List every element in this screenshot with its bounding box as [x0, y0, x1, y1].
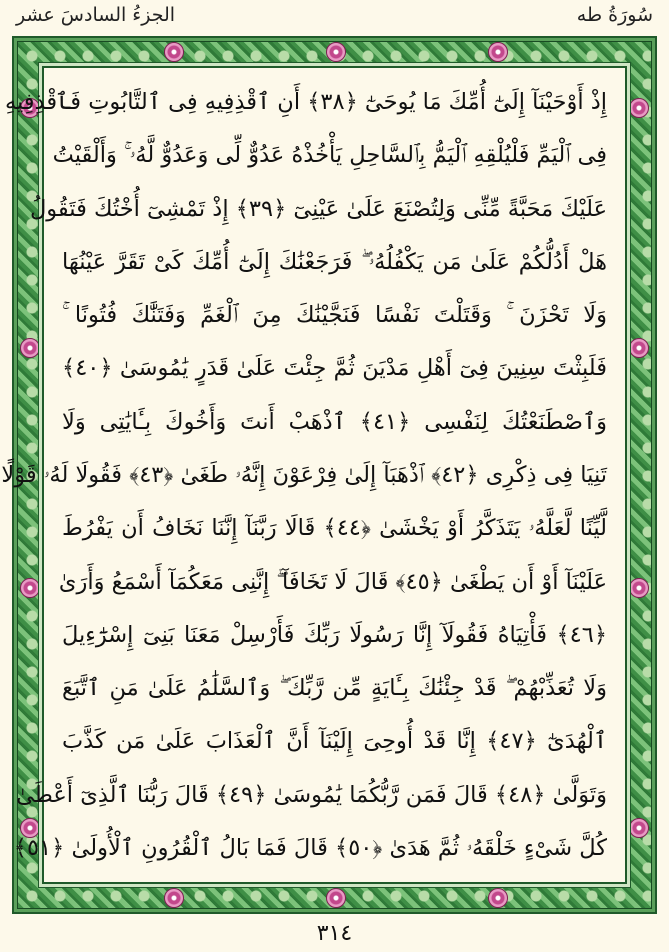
- verse-line: عَلَيْكَ مَحَبَّةً مِّنِّى وَلِتُصْنَعَ عَلَىٰ عَيْنِىٓ ﴿٣٩﴾ إِذْ تَمْشِىٓ أُخْتُكَ فَتَقُولُ: [29, 195, 607, 222]
- rose-ornament-icon: [488, 888, 508, 908]
- verse-line: فَلَبِثْتَ سِنِينَ فِىٓ أَهْلِ مَدْيَنَ ثُمَّ جِئْتَ عَلَىٰ قَدَرٍ يَٰمُوسَىٰ ﴿٤٠﴾: [62, 355, 607, 382]
- text-panel: [1, 66, 627, 884]
- rose-ornament-icon: [629, 338, 649, 358]
- rose-ornament-icon: [326, 42, 346, 62]
- verse-line: تَنِيَا فِى ذِكْرِى ﴿٤٢﴾ ٱذْهَبَآ إِلَىٰ فِرْعَوْنَ إِنَّهُۥ طَغَىٰ ﴿٤٣﴾ فَقُولَا لَهُۥ قَوْلًا: [1, 461, 607, 488]
- verse-line: فِى ٱلْيَمِّ فَلْيُلْقِهِ ٱلْيَمُّ بِٱلسَّاحِلِ يَأْخُذْهُ عَدُوٌّ لِّى وَعَدُوٌّ لَّهُۥ ۚ وَأَلْقَيْتُ: [52, 142, 607, 169]
- verse-line: كُلَّ شَىْءٍ خَلْقَهُۥ ثُمَّ هَدَىٰ ﴿٥٠﴾ قَالَ فَمَا بَالُ ٱلْقُرُونِ ٱلْأُولَىٰ ﴿٥١﴾: [13, 834, 607, 861]
- rose-ornament-icon: [629, 98, 649, 118]
- rose-ornament-icon: [20, 338, 40, 358]
- verse-line: عَلَيْنَآ أَوْ أَن يَطْغَىٰ ﴿٤٥﴾ قَالَ لَا تَخَافَآ ۖ إِنَّنِى مَعَكُمَآ أَسْمَعُ وَأَرَىٰ: [58, 568, 607, 595]
- verse-line: لَّيِّنًا لَّعَلَّهُۥ يَتَذَكَّرُ أَوْ يَخْشَىٰ ﴿٤٤﴾ قَالَا رَبَّنَآ إِنَّنَا نَخَافُ أَن يَفْرُطَ: [62, 515, 607, 542]
- verse-line: وَلَا تَحْزَنَ ۚ وَقَتَلْتَ نَفْسًا فَنَجَّيْنَٰكَ مِنَ ٱلْغَمِّ وَفَتَنَّٰكَ فُتُونًا ۚ: [62, 302, 607, 329]
- page-number: ٣١٤: [316, 921, 353, 946]
- verse-line: وَٱصْطَنَعْتُكَ لِنَفْسِى ﴿٤١﴾ ٱذْهَبْ أَنتَ وَأَخُوكَ بِـَٔايَٰتِى وَلَا: [62, 408, 607, 435]
- verse-lines: [1, 78, 608, 872]
- verse-line: وَتَوَلَّىٰ ﴿٤٨﴾ قَالَ فَمَن رَّبُّكُمَا يَٰمُوسَىٰ ﴿٤٩﴾ قَالَ رَبُّنَا ٱلَّذِىٓ أَعْطَىٰ: [16, 781, 607, 808]
- verse-line: ﴿٤٦﴾ فَأْتِيَاهُ فَقُولَآ إِنَّا رَسُولَا رَبِّكَ فَأَرْسِلْ مَعَنَا بَنِىٓ إِسْرَٰٓءِيلَ: [62, 621, 607, 648]
- verse-line: إِذْ أَوْحَيْنَآ إِلَىٰٓ أُمِّكَ مَا يُوحَىٰٓ ﴿٣٨﴾ أَنِ ٱقْذِفِيهِ فِى ٱلتَّابُوتِ فَٱقْذِفِيهِ: [4, 89, 607, 115]
- verse-line: هَلْ أَدُلُّكُمْ عَلَىٰ مَن يَكْفُلُهُۥ ۖ فَرَجَعْنَٰكَ إِلَىٰٓ أُمِّكَ كَىْ تَقَرَّ عَيْنُهَا: [62, 248, 607, 275]
- surah-title: سُورَةُ طه: [576, 4, 653, 26]
- rose-ornament-icon: [20, 578, 40, 598]
- verse-line: وَلَا تُعَذِّبْهُمْ ۖ قَدْ جِئْنَٰكَ بِـَٔايَةٍ مِّن رَّبِّكَ ۖ وَٱلسَّلَٰمُ عَلَىٰ مَنِ ٱتَّبَعَ: [62, 675, 607, 702]
- rose-ornament-icon: [629, 578, 649, 598]
- page-frame: [1, 36, 657, 914]
- rose-ornament-icon: [164, 888, 184, 908]
- verse-line: ٱلْهُدَىٰٓ ﴿٤٧﴾ إِنَّا قَدْ أُوحِىَ إِلَيْنَآ أَنَّ ٱلْعَذَابَ عَلَىٰ مَن كَذَّبَ: [62, 728, 608, 755]
- rose-ornament-icon: [164, 42, 184, 62]
- juz-title: الجزءُ السادسَ عشر: [16, 4, 176, 26]
- rose-ornament-icon: [326, 888, 346, 908]
- rose-ornament-icon: [488, 42, 508, 62]
- rose-ornament-icon: [629, 818, 649, 838]
